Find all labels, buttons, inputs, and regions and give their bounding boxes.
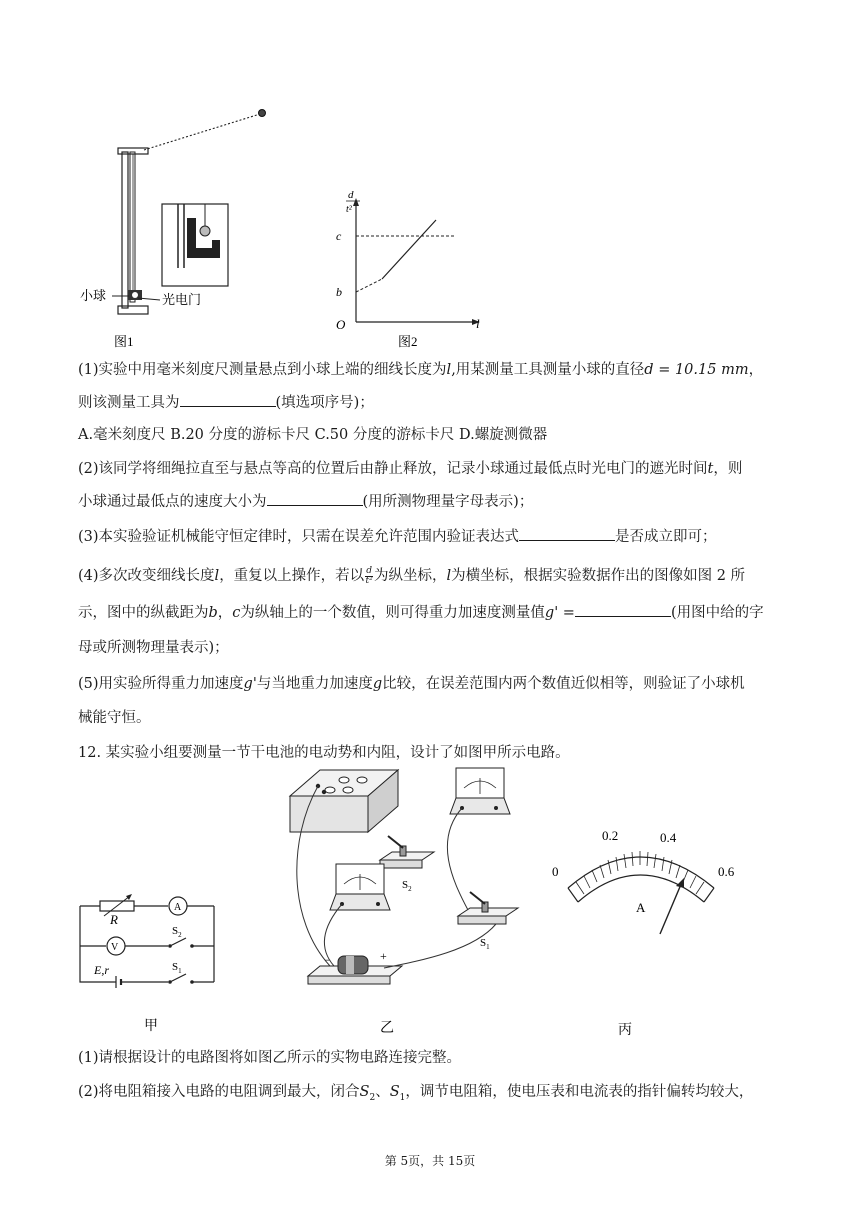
- equation-d: d = 10.15 mm: [644, 362, 749, 378]
- text: 则该测量工具为: [78, 395, 180, 411]
- apparatus-S1-label: $S_1$: [480, 937, 490, 951]
- var-t: t: [707, 461, 714, 477]
- unit-label: A: [636, 900, 646, 915]
- q3-line-1: [78, 527, 778, 547]
- S1-label: $S_1$: [172, 961, 182, 975]
- q4-line-1: [78, 566, 778, 586]
- var-g-prime: g' =: [544, 605, 575, 621]
- caption-bing: 丙: [618, 1023, 632, 1038]
- caption-yi: 乙: [380, 1021, 394, 1036]
- origin-label: O: [336, 317, 346, 332]
- tick-label-0.2: 0.2: [602, 828, 619, 843]
- text: 为纵轴上的一个数值，则可得重力加速度测量值: [240, 605, 545, 621]
- q5-line-2: [78, 708, 778, 728]
- text: 小球通过最低点的速度大小为: [78, 494, 267, 510]
- subscript: 2: [369, 1092, 376, 1103]
- var-l: l: [446, 568, 452, 584]
- text: ，: [217, 605, 233, 621]
- var-l: l: [214, 568, 220, 584]
- q1-line-2: [78, 393, 778, 413]
- subscript: 1: [399, 1092, 406, 1103]
- text: 母或所测物理量表示)；: [78, 640, 229, 656]
- q1-line-1: [78, 360, 778, 380]
- y-axis-numerator: d: [348, 189, 354, 201]
- R-label: R: [110, 912, 118, 927]
- fraction-d-over-t2: [365, 567, 373, 586]
- numerator: d: [366, 565, 372, 576]
- var-l: l: [446, 362, 452, 378]
- answer-blank[interactable]: [180, 393, 276, 407]
- ammeter-dial-bing: [540, 820, 750, 1040]
- V-label: V: [111, 942, 119, 953]
- text: 12. 某实验小组要测量一节干电池的电动势和内阻，设计了如图甲所示电路。: [78, 745, 570, 761]
- minus-sign: −: [324, 953, 331, 967]
- text: 械能守恒。: [78, 710, 151, 726]
- text: 示，图中的纵截距为: [78, 605, 209, 621]
- A-label: A: [174, 902, 182, 913]
- text: ，: [748, 362, 764, 378]
- text: (用所测物理量字母表示)；: [362, 494, 534, 510]
- tick-label-0.4: 0.4: [660, 830, 677, 845]
- answer-blank[interactable]: [575, 603, 671, 617]
- label-photogate: 光电门: [162, 292, 202, 307]
- text: 为纵坐标，: [373, 568, 447, 584]
- text: (3)本实验验证机械能守恒定律时，只需在误差允许范围内验证表达式: [78, 529, 520, 545]
- var-g: g: [372, 676, 383, 692]
- text: ,用某测量工具测量小球的直径: [451, 362, 645, 378]
- options-text: A.毫米刻度尺 B.20 分度的游标卡尺 C.50 分度的游标卡尺 D.螺旋测微器: [78, 427, 548, 443]
- S2-label: $S_2$: [172, 925, 182, 939]
- text: ，则: [713, 461, 743, 477]
- circuit-diagram-jia: [74, 888, 224, 1038]
- caption-jia: 甲: [144, 1019, 158, 1034]
- text: (用图中给的字: [670, 605, 764, 621]
- var-S2: S: [359, 1084, 370, 1100]
- denominator: t²: [365, 575, 373, 586]
- figure-2-graph: [326, 184, 490, 352]
- var-S1: S: [389, 1084, 400, 1100]
- q2-line-2: [78, 492, 778, 512]
- answer-blank[interactable]: [267, 492, 363, 506]
- var-c: c: [232, 605, 241, 621]
- x-axis-label: l: [476, 316, 480, 331]
- text: (4)多次改变细线长度: [78, 568, 215, 584]
- text: ，重复以上操作，若以: [219, 568, 365, 584]
- var-b: b: [208, 605, 218, 621]
- var-g-prime: g': [243, 676, 257, 692]
- b-label: b: [336, 285, 342, 299]
- q4-line-3: [78, 638, 778, 658]
- text: 与当地重力加速度: [256, 676, 373, 692]
- figure-2-caption: 图2: [398, 334, 418, 349]
- meter-needle: [660, 882, 682, 934]
- c-label: c: [336, 229, 342, 243]
- p2-line: [78, 1082, 778, 1108]
- text: 是否成立即可；: [615, 529, 717, 545]
- text: (2)该同学将细绳拉直至与悬点等高的位置后由静止释放，记录小球通过最低点时光电门的遮光时间: [78, 461, 708, 477]
- plus-sign: +: [380, 949, 387, 963]
- Er-label: E,r: [94, 963, 109, 977]
- answer-blank[interactable]: [519, 527, 615, 541]
- y-axis-denominator: t²: [346, 204, 352, 215]
- text: (5)用实验所得重力加速度: [78, 676, 244, 692]
- text: ，调节电阻箱，使电压表和电流表的指针偏转均较大，: [405, 1084, 754, 1100]
- tick-label-0: 0: [552, 864, 559, 879]
- text: 比较，在误差范围内两个数值近似相等，则验证了小球机: [382, 676, 745, 692]
- apparatus-S2-label: $S_2$: [402, 879, 412, 893]
- text: (1)实验中用毫米刻度尺测量悬点到小球上端的细线长度为: [78, 362, 447, 378]
- text: 、: [375, 1084, 390, 1100]
- text: (1)请根据设计的电路图将如图乙所示的实物电路连接完整。: [78, 1050, 462, 1066]
- text: 为横坐标，根据实验数据作出的图像如图 2 所: [451, 568, 746, 584]
- page-footer: 第 5页，共 15页: [384, 1154, 476, 1168]
- physical-circuit-yi: [284, 760, 524, 1040]
- q5-line-1: [78, 674, 778, 694]
- text: (填选项序号)；: [275, 395, 374, 411]
- tick-label-0.6: 0.6: [718, 864, 735, 879]
- figure-1-caption: 图1: [114, 334, 134, 349]
- q1-options: [78, 425, 778, 445]
- p1-line: [78, 1048, 778, 1068]
- label-ball: 小球: [80, 288, 107, 303]
- text: (2)将电阻箱接入电路的电阻调到最大，闭合: [78, 1084, 360, 1100]
- figure-1-pendulum-apparatus: [74, 100, 284, 350]
- q2-line-1: [78, 459, 778, 479]
- q4-line-2: [78, 603, 778, 623]
